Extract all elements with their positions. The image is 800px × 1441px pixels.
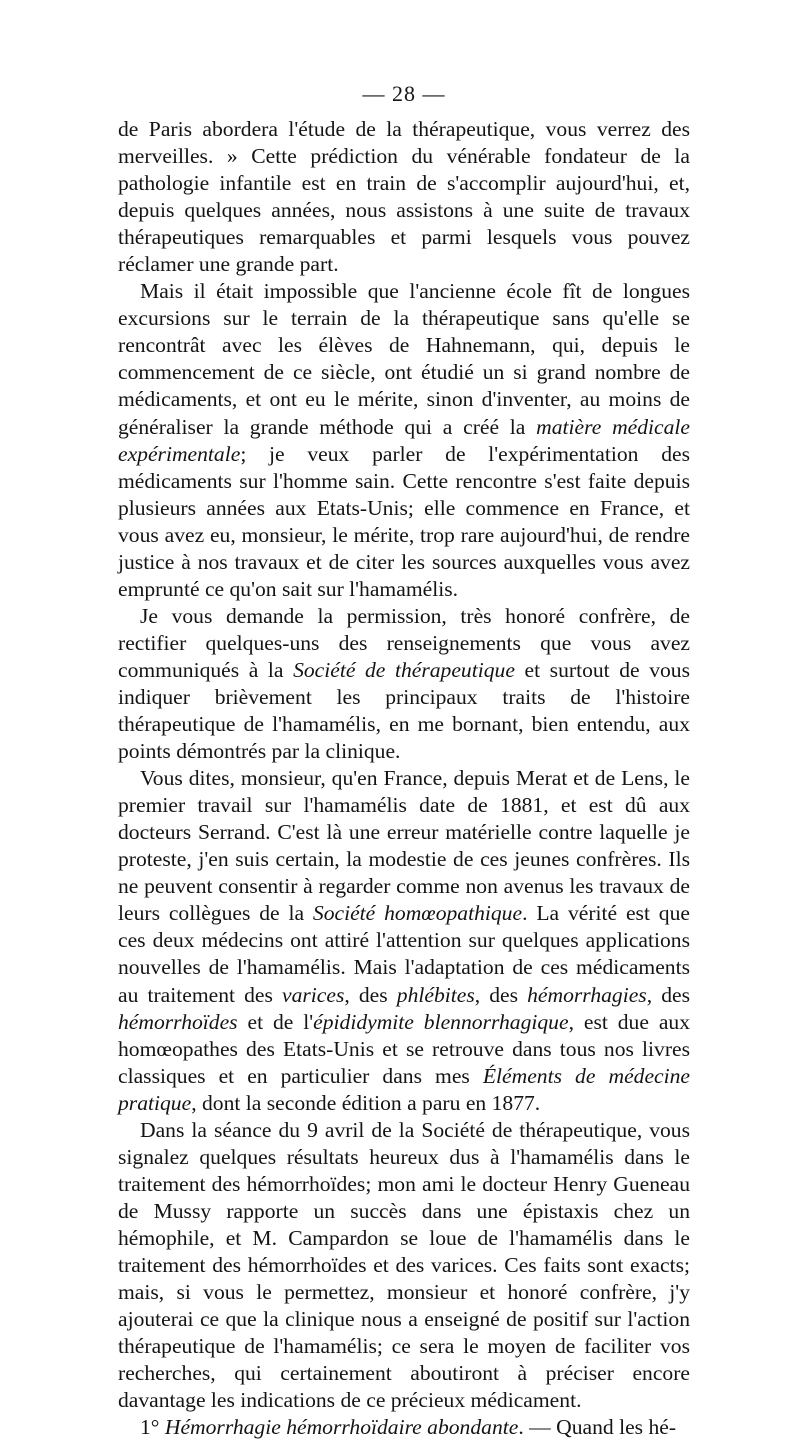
- paragraph-4: Vous dites, monsieur, qu'en France, depuis Merat et de Lens, le premier travail sur l'hamamélis date de 1881, et est dû aux docteurs Serrand. C'est là une erreur matérielle contre laquelle je proteste, j'en suis certain, la modestie de ces jeunes confrères. Ils ne peuvent consentir à regarder comme non avenus les travaux de leurs collègues de la Société homœopathique. La vérité est que ces deux médecins ont attiré l'attention sur quelques applications nouvelles de l'hamamélis. Mais l'adaptation de ces médicaments au traitement des varices, des phlébites, des hémorrhagies, des hémorrhoïdes et de l'épididymite blennorrhagique, est due aux homœopathes des Etats-Unis et se retrouve dans tous nos livres classiques et en particulier dans mes Éléments de médecine pratique, dont la seconde édition a paru en 1877.: [118, 766, 691, 1115]
- document-page: [118, 82, 690, 1441]
- page-number: — 28 —: [362, 81, 446, 106]
- paragraph-2: Mais il était impossible que l'ancienne école fît de longues excursions sur le terrain de la thérapeutique sans qu'elle se rencontrât avec les élèves de Hahnemann, qui, depuis le commencement de ce siècle, ont étudié un si grand nombre de médicaments, et ont eu le mérite, sinon d'inventer, au moins de généraliser la grande méthode qui a créé la matière médicale expérimentale; je veux parler de l'expérimentation des médicaments sur l'homme sain. Cette rencontre s'est faite depuis plusieurs années aux Etats-Unis; elle commence en France, et vous avez eu, monsieur, le mérite, trop rare aujourd'hui, de rendre justice à nos travaux et de citer les sources auxquelles vous avez emprunté ce qu'on sait sur l'hamamélis.: [118, 279, 691, 601]
- paragraph-3: Je vous demande la permission, très honoré confrère, de rectifier quelques-uns des renseignements que vous avez communiqués à la Société de thérapeutique et surtout de vous indiquer brièvement les principaux traits de l'histoire thérapeutique de l'hamamélis, en me bornant, bien entendu, aux points démontrés par la clinique.: [118, 603, 691, 764]
- paragraph-6: 1° Hémorrhagie hémorrhoïdaire abondante. — Quand les hé-: [140, 1415, 677, 1440]
- paragraph-1: de Paris abordera l'étude de la thérapeutique, vous verrez des merveilles. » Cette prédiction du vénérable fondateur de la pathologie infantile est en train de s'accomplir aujourd'hui, et, depuis quelques années, nous assistons à une suite de travaux thérapeutiques remarquables et parmi lesquels vous pouvez réclamer une grande part.: [118, 117, 690, 277]
- paragraph-5: Dans la séance du 9 avril de la Société de thérapeutique, vous signalez quelques résultats heureux dus à l'hamamélis dans le traitement des hémorrhoïdes; mon ami le docteur Henry Gueneau de Mussy rapporte un succès dans une épistaxis chez un hémophile, et M. Campardon se loue de l'hamamélis dans le traitement des hémorrhoïdes et des varices. Ces faits sont exacts; mais, si vous le permettez, monsieur et honoré confrère, j'y ajouterai ce que la clinique nous a enseigné de positif sur l'action thérapeutique de l'hamamélis; ce sera le moyen de faciliter vos recherches, qui certainement aboutiront à préciser encore davantage les indications de ce précieux médicament.: [118, 1117, 690, 1413]
